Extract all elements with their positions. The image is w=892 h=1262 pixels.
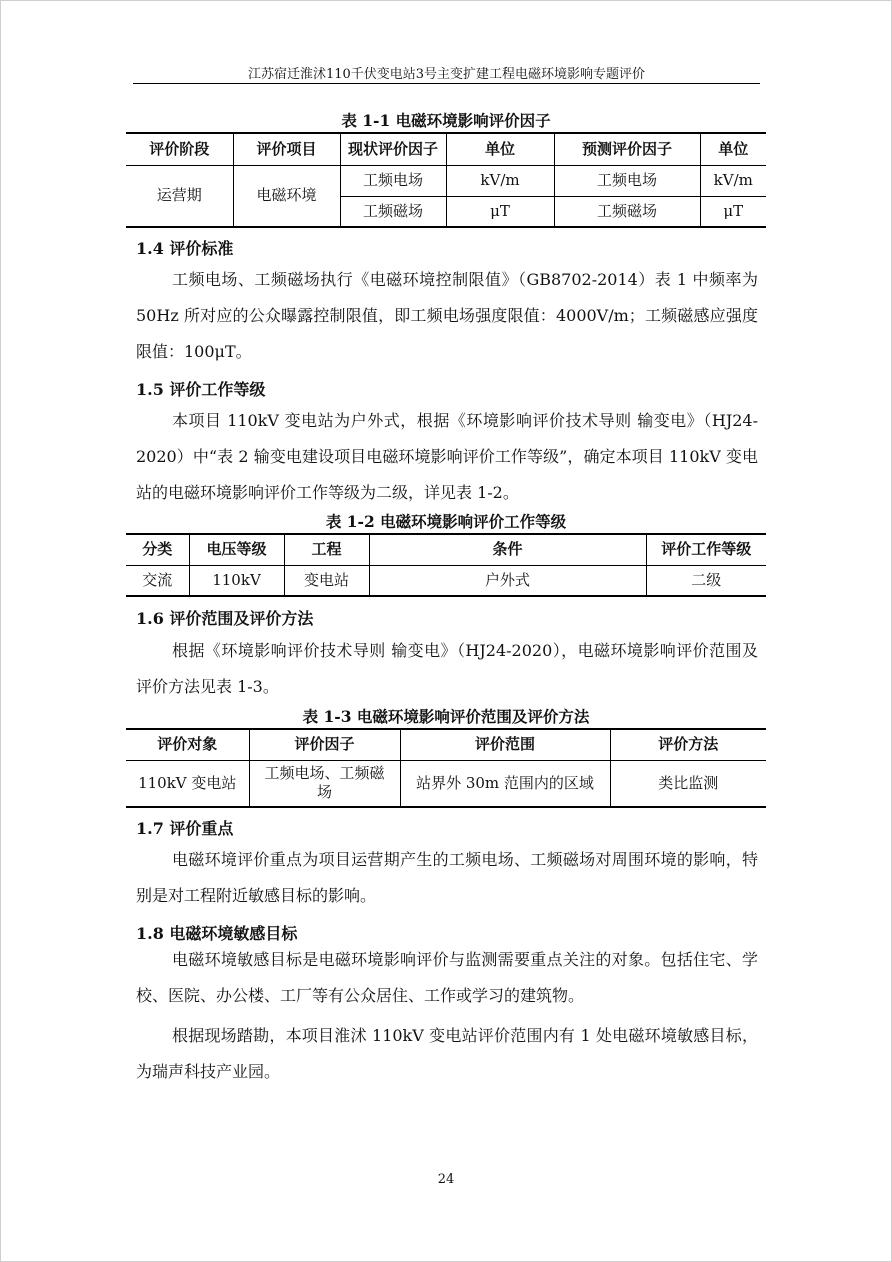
table1-cell: μT [446,196,554,227]
section-1-6-heading: 1.6 评价范围及评价方法 [136,609,314,628]
table1-header-unit2: 单位 [700,133,766,165]
table3-header: 评价因子 [249,729,400,760]
table2-cell: 交流 [126,565,189,596]
table2-cell: 户外式 [369,565,646,596]
table1-cell: 工频磁场 [340,196,446,227]
table3-cell: 110kV 变电站 [126,760,249,807]
paragraph: 本项目 110kV 变电站为户外式，根据《环境影响评价技术导则 输变电》（HJ24-2020）中“表 2 输变电建设项目电磁环境影响评价工作等级”，确定本项目 110kV 变电站的电磁环境影响评价工作等级为二级，详见表 1-2。 [136,411,758,502]
table1-caption: 表 1-1 电磁环境影响评价因子 [341,111,551,130]
table1 [126,132,766,228]
table1-cell: μT [700,196,766,227]
table2-header: 条件 [369,534,646,565]
table1-cell: 工频磁场 [554,196,700,227]
paragraph: 根据《环境影响评价技术导则 输变电》（HJ24-2020），电磁环境影响评价范围及评价方法见表 1-3。 [136,641,758,696]
paragraph: 电磁环境敏感目标是电磁环境影响评价与监测需要重点关注的对象。包括住宅、学校、医院、办公楼、工厂等有公众居住、工作或学习的建筑物。 [136,950,758,1005]
table2 [126,533,766,597]
table1-header-current: 现状评价因子 [340,133,446,165]
section-1-4-heading: 1.4 评价标准 [136,239,234,258]
section-1-5-heading: 1.5 评价工作等级 [136,380,266,399]
table2-header: 电压等级 [189,534,284,565]
running-header: 江苏宿迁淮沭110千伏变电站3号主变扩建工程电磁环境影响专题评价 [247,67,646,82]
table3-cell: 类比监测 [610,760,766,807]
table2-header: 分类 [126,534,189,565]
table2-caption: 表 1-2 电磁环境影响评价工作等级 [325,512,567,531]
table3 [126,728,766,808]
table3-cell: 站界外 30m 范围内的区域 [400,760,610,807]
table2-header: 评价工作等级 [646,534,766,565]
table2-cell: 二级 [646,565,766,596]
table2-cell: 110kV [189,565,284,596]
table1-item: 电磁环境 [233,165,340,227]
section-1-8-body [136,942,758,1090]
table3-cell: 工频电场、工频磁场 [249,760,400,807]
table3-caption: 表 1-3 电磁环境影响评价范围及评价方法 [302,707,590,726]
table2-header: 工程 [284,534,369,565]
table1-cell: kV/m [446,165,554,196]
table1-stage: 运营期 [126,165,233,227]
table1-cell: kV/m [700,165,766,196]
table1-header-item: 评价项目 [233,133,340,165]
paragraph: 工频电场、工频磁场执行《电磁环境控制限值》（GB8702-2014）表 1 中频率为 50Hz 所对应的公众曝露控制限值，即工频电场强度限值：4000V/m；工频磁感应强度限值：100μT。 [136,270,758,361]
section-1-8-heading: 1.8 电磁环境敏感目标 [136,924,298,943]
section-1-4-body [136,262,758,370]
paragraph: 根据现场踏勘，本项目淮沭 110kV 变电站评价范围内有 1 处电磁环境敏感目标，为瑞声科技产业园。 [136,1026,758,1081]
table1-header-predicted: 预测评价因子 [554,133,700,165]
section-1-7-body [136,842,758,914]
header-rule [133,83,760,84]
section-1-5-body [136,403,758,511]
table1-cell: 工频电场 [340,165,446,196]
table3-header: 评价范围 [400,729,610,760]
table1-cell: 工频电场 [554,165,700,196]
paragraph: 电磁环境评价重点为项目运营期产生的工频电场、工频磁场对周围环境的影响，特别是对工程附近敏感目标的影响。 [136,850,758,905]
page-number: 24 [437,1172,455,1187]
section-1-7-heading: 1.7 评价重点 [136,819,234,838]
section-1-6-body [136,633,758,705]
table1-header-unit1: 单位 [446,133,554,165]
table1-header-stage: 评价阶段 [126,133,233,165]
table3-header: 评价方法 [610,729,766,760]
table3-header: 评价对象 [126,729,249,760]
table2-cell: 变电站 [284,565,369,596]
